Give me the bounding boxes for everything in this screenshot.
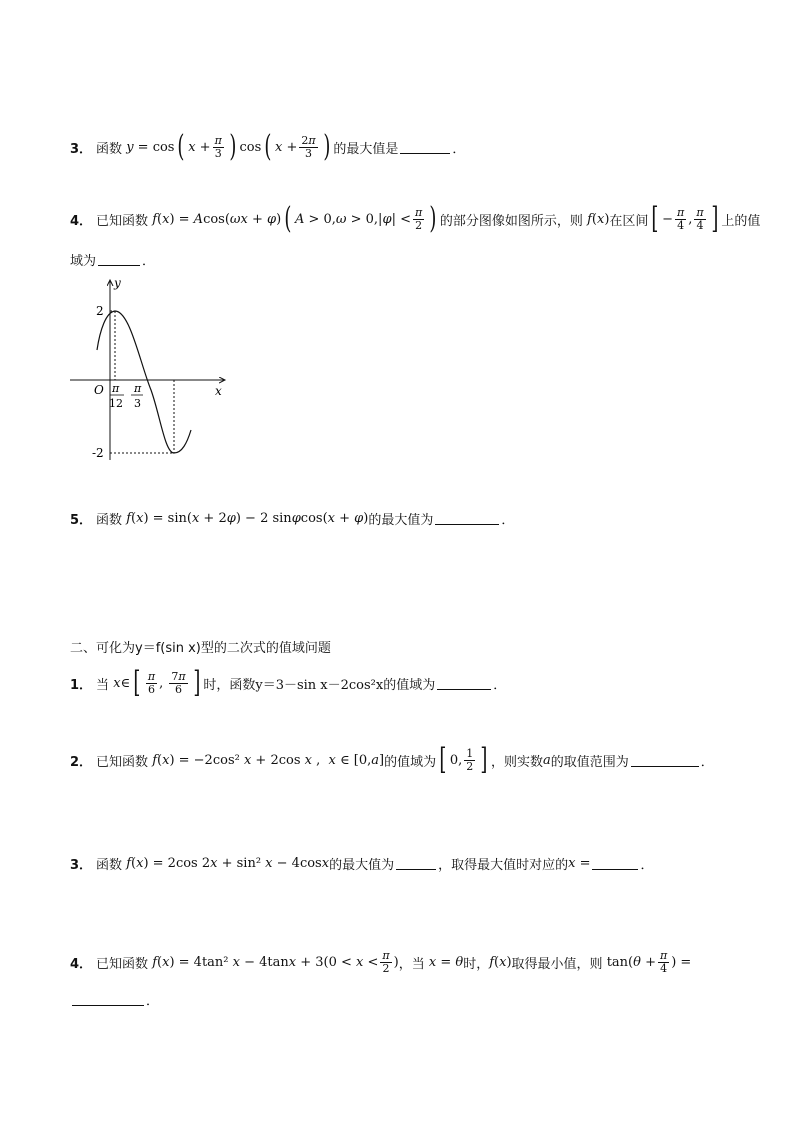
answer-blank <box>98 253 140 266</box>
punctuation: ． <box>452 141 466 157</box>
section2-question-1: 1． 当 x ∈ [ $\frac{\pi}{6}$ , $\frac{7\pi}{6}$ ] 时，函数 y＝3－sin x－2cos²x 的值域为 ． <box>70 665 507 700</box>
tick-label-pi12-den: 12 <box>109 397 123 410</box>
question-number: 1． <box>70 677 93 693</box>
question-text: ，则实数 <box>490 754 543 770</box>
formula: f <box>148 211 158 227</box>
formula: y <box>122 139 134 155</box>
question-text: 的部分图像如图所示，则 <box>439 213 583 229</box>
punctuation: ． <box>501 513 515 528</box>
question-4-line2 <box>70 250 155 269</box>
question-text: ，当 <box>398 956 425 972</box>
punctuation: ． <box>493 677 507 693</box>
question-text: 的最大值为 <box>368 513 434 528</box>
tick-label-pi3-den: 3 <box>134 397 141 410</box>
answer-blank <box>72 993 144 1006</box>
question-text: 的值域为 <box>384 754 437 770</box>
question-text: ，取得最大值时对应的 <box>438 858 569 873</box>
punctuation: ． <box>640 858 654 873</box>
question-number: 3． <box>70 141 93 157</box>
answer-blank <box>396 857 436 870</box>
section2-question-4-line2 <box>70 990 159 1009</box>
question-text: 的最大值为 <box>329 858 395 873</box>
answer-blank <box>435 512 499 525</box>
question-number: 3． <box>70 858 93 873</box>
question-text: 的取值范围为 <box>550 754 629 770</box>
tick-label-pi12-num: π <box>112 382 120 395</box>
question-5: 5． 函数 f ( x ) = sin( x + 2 φ ) − 2 sin φ cos( x + φ ) 的最大值为 ． <box>70 511 515 528</box>
question-text: 已知函数 <box>96 213 149 229</box>
question-text: 上的值 <box>721 213 761 229</box>
question-4: 4． 已知函数 f ( x ) = A cos( ωx + φ ) ( A > 0, ω > 0,| φ | < $\frac{\pi}{2}$ ) 的部分图像如图所示，则 f ( x ) 在区间 [ − $\frac{\pi}{4}$ , $\frac{\pi}{4}$ ] 上的值 <box>70 201 761 236</box>
question-text: 当 <box>96 677 110 693</box>
section2-question-4: 4． 已知函数 f ( x ) = 4tan² x − 4tan x + 3(0 < x < $\frac{\pi}{2}$ ) ，当 x = θ 时， f ( x ) 取得最小值，则 tan( θ + $\frac{\pi}{4}$ ) = <box>70 949 692 975</box>
answer-blank <box>631 754 699 767</box>
origin-label: O <box>94 383 104 397</box>
answer-blank <box>437 677 491 690</box>
question-text: 时，函数 <box>203 677 256 693</box>
y-max-label: 2 <box>96 304 104 318</box>
question-text: 的最大值是 <box>333 141 399 157</box>
question-number: 4． <box>70 213 93 229</box>
question-text: 在区间 <box>609 213 649 229</box>
question-number: 4． <box>70 956 93 972</box>
question-text: 已知函数 <box>96 956 149 972</box>
question-text: 已知函数 <box>96 754 149 770</box>
section2-question-3: 3． 函数 f ( x ) = 2cos 2 x + sin² x − 4cos x 的最大值为 ，取得最大值时对应的 x = ． <box>70 856 654 873</box>
punctuation: ． <box>142 254 156 269</box>
question-text: 的值域为 <box>383 677 436 693</box>
punctuation: ． <box>700 754 714 770</box>
question-text: 函数 <box>96 858 123 873</box>
punctuation: ． <box>146 994 160 1009</box>
question-text: 取得最小值，则 <box>511 956 603 972</box>
y-min-label: -2 <box>92 446 104 460</box>
answer-blank <box>400 141 450 154</box>
formula: y＝3－sin x－2cos²x <box>255 677 384 693</box>
tick-label-pi3-num: π <box>134 382 142 395</box>
y-axis-label: y <box>114 276 121 290</box>
question-3: 3． 函数 y = cos ( x + $\frac{\pi}{3}$ ) cos ( x + $\frac{2\pi}{3}$ ) 的最大值是 ． <box>70 129 466 164</box>
question-number: 5． <box>70 513 93 528</box>
question-number: 2． <box>70 754 93 770</box>
section-title: 二、可化为y＝f(sin x)型的二次式的值域问题 <box>70 641 331 656</box>
x-axis-label: x <box>215 384 222 398</box>
question-text: 函数 <box>96 513 123 528</box>
section2-question-2: 2． 已知函数 f ( x ) = −2cos² x + 2cos x , x ∈ [0, a ] 的值域为 [ 0, $\frac{1}{2}$ ] ，则实数 a 的取值范围为 ． <box>70 742 714 777</box>
question-text: 时， <box>463 956 490 972</box>
question-text: 函数 <box>96 141 123 157</box>
question-text: 域为 <box>70 254 97 269</box>
answer-blank <box>592 857 638 870</box>
function-graph <box>70 275 240 470</box>
